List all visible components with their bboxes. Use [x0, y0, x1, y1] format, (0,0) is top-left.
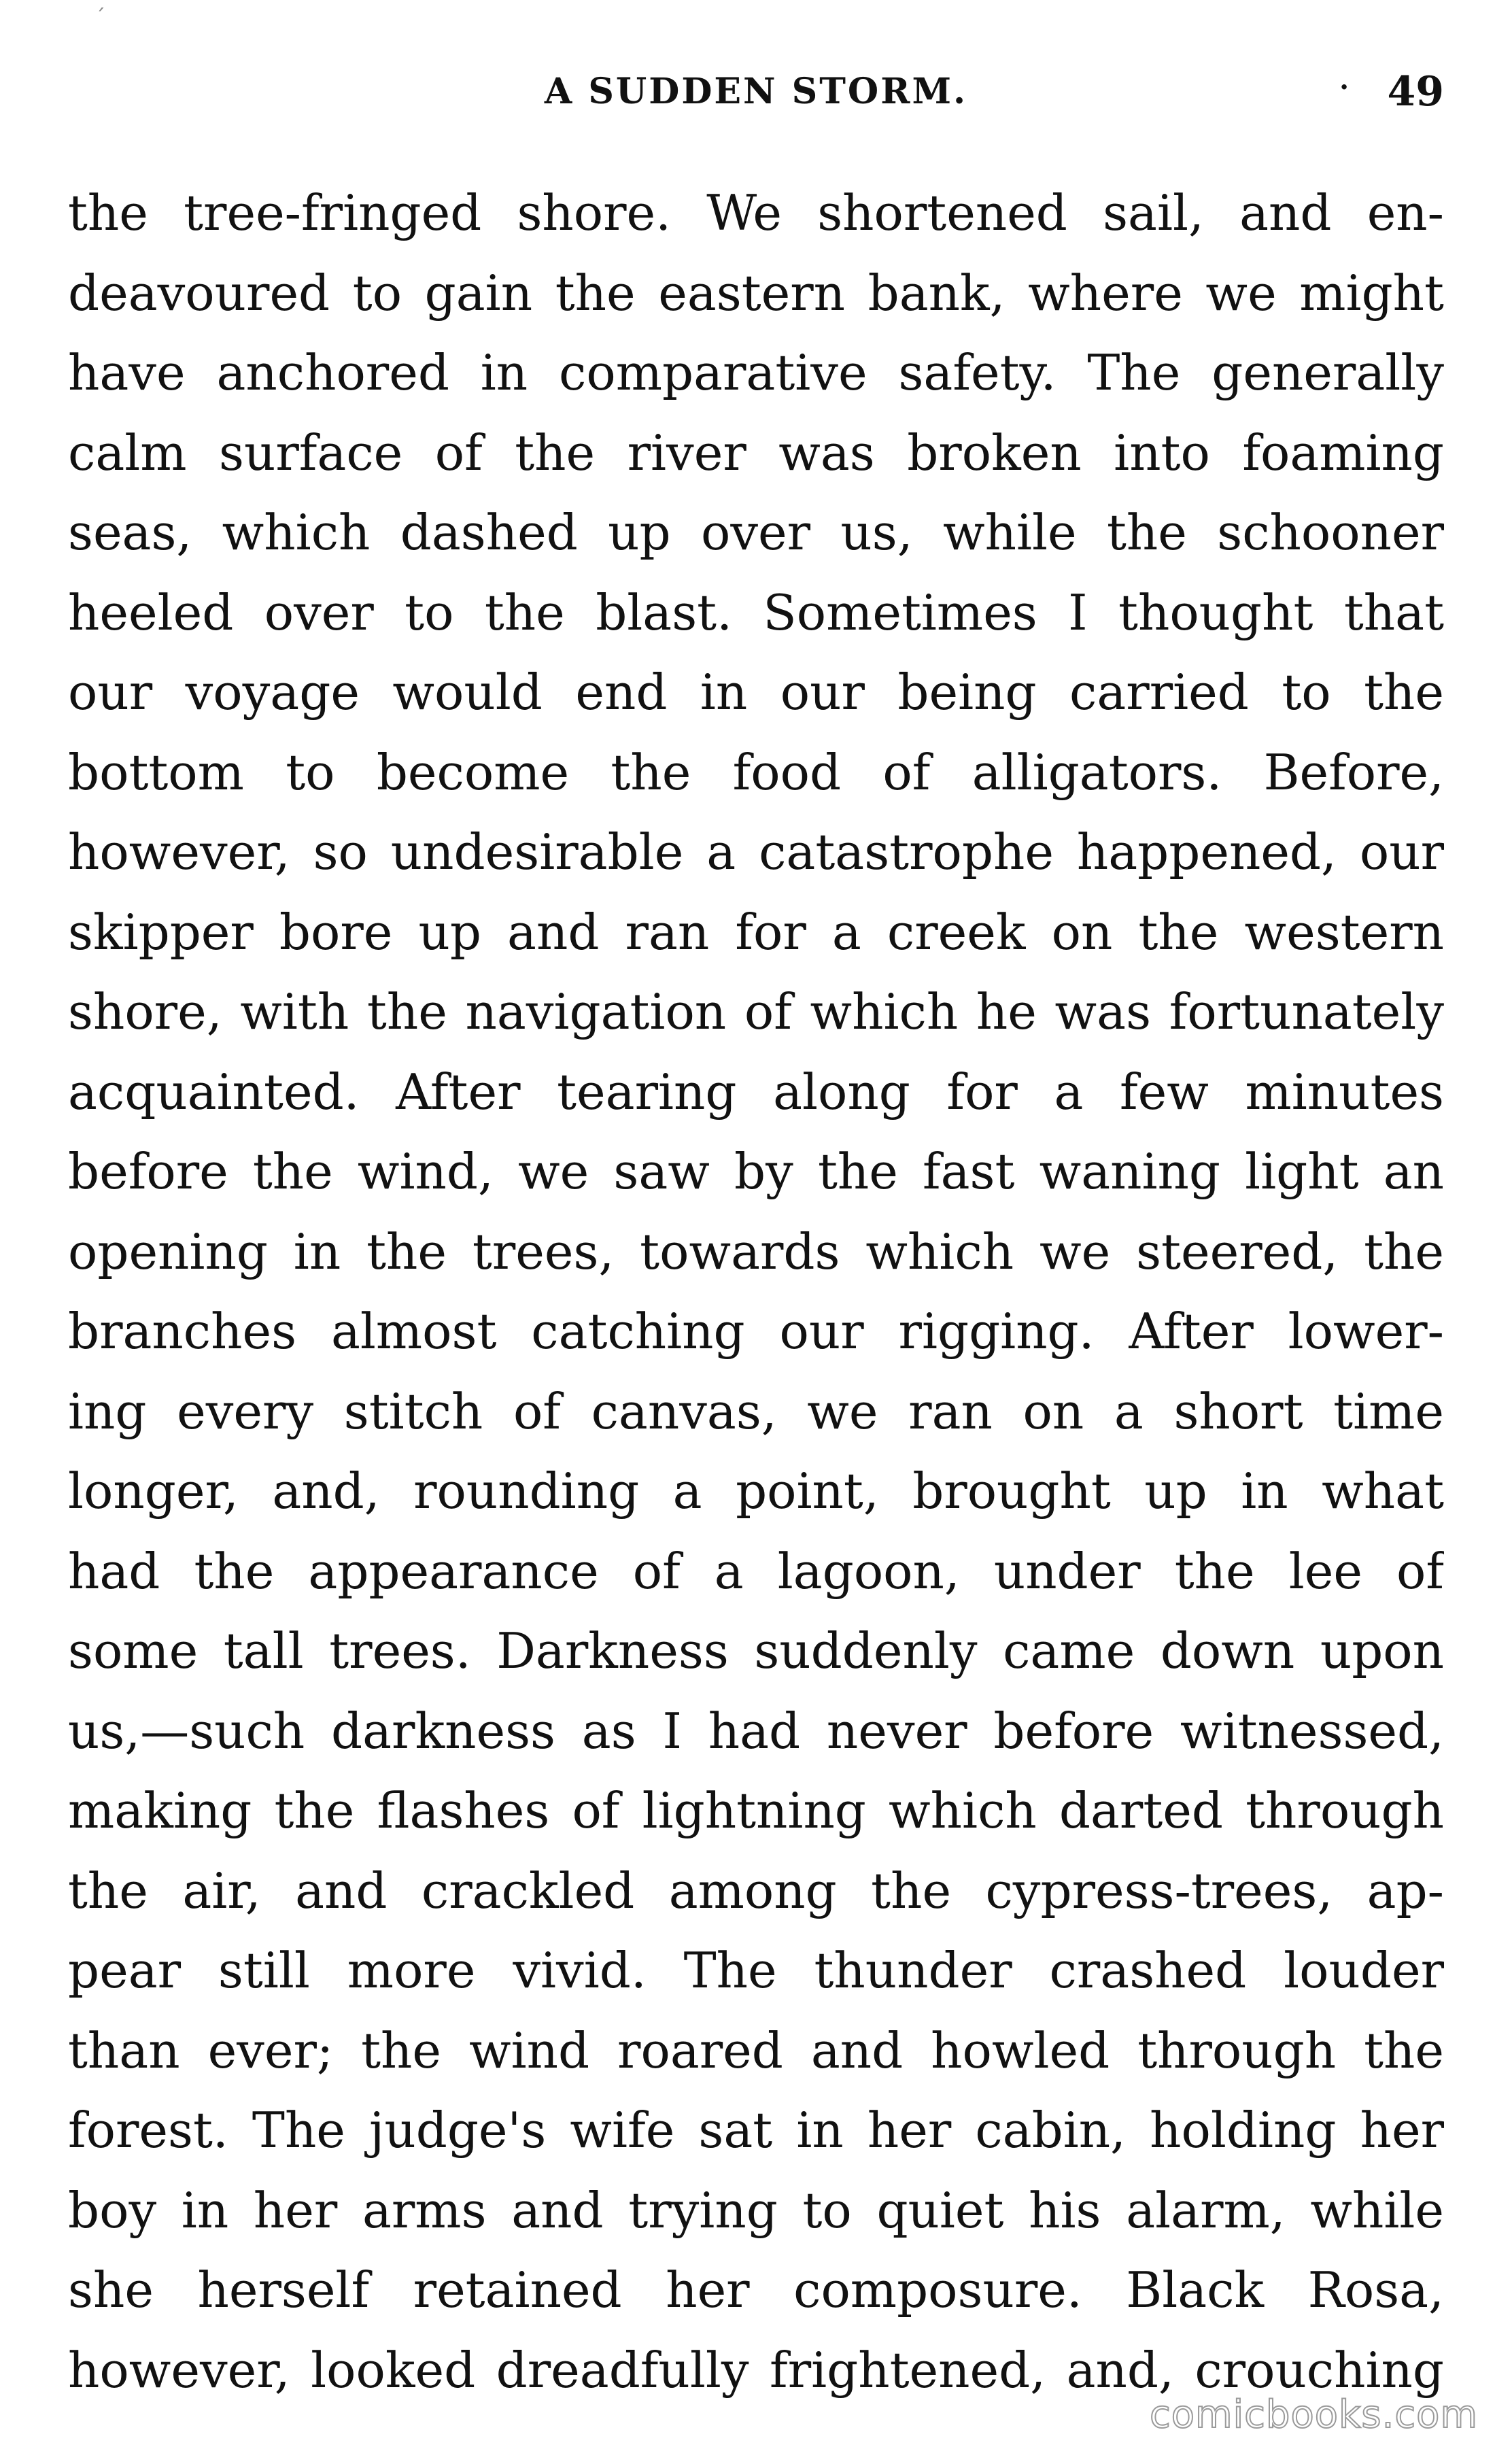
text-line: us,—such darkness as I had never before witnessed, — [68, 1702, 1444, 1760]
text-line: than ever; the wind roared and howled through the — [68, 2021, 1444, 2079]
text-line: however, so undesirable a catastrophe happened, our — [68, 823, 1444, 880]
text-line: she herself retained her composure. Black Rosa, — [68, 2261, 1444, 2318]
page-number: 49 — [1387, 68, 1444, 116]
text-line: heeled over to the blast. Sometimes I thought that — [68, 583, 1444, 641]
text-line: skipper bore up and ran for a creek on the western — [68, 903, 1444, 961]
header-dot: · — [1339, 71, 1349, 103]
text-line: the air, and crackled among the cypress-trees, ap- — [68, 1862, 1444, 1919]
text-line: before the wind, we saw by the fast waning light an — [68, 1143, 1444, 1200]
text-line: ing every stitch of canvas, we ran on a short time — [68, 1382, 1444, 1440]
text-line: longer, and, rounding a point, brought up in what — [68, 1462, 1444, 1520]
text-line: boy in her arms and trying to quiet his alarm, while — [68, 2181, 1444, 2239]
text-line: had the appearance of a lagoon, under the lee of — [68, 1542, 1444, 1600]
text-line: acquainted. After tearing along for a few minutes — [68, 1063, 1444, 1120]
text-line: seas, which dashed up over us, while the schooner — [68, 504, 1444, 561]
text-line: however, looked dreadfully frightened, and, crouching — [68, 2341, 1444, 2399]
body-text — [68, 173, 1444, 2410]
text-line: have anchored in comparative safety. The generally — [68, 344, 1444, 401]
text-line: our voyage would end in our being carried to the — [68, 664, 1444, 721]
text-line: forest. The judge's wife sat in her cabin, holding her — [68, 2102, 1444, 2159]
text-line: making the flashes of lightning which darted through — [68, 1782, 1444, 1839]
text-line: deavoured to gain the eastern bank, where we might — [68, 264, 1444, 322]
text-line: calm surface of the river was broken into foaming — [68, 424, 1444, 481]
running-title: A SUDDEN STORM. — [544, 71, 968, 112]
text-line: branches almost catching our rigging. After lower- — [68, 1303, 1444, 1360]
text-line: pear still more vivid. The thunder crashed louder — [68, 1942, 1444, 1999]
page-header — [0, 65, 1512, 119]
print-speck: ˊ — [95, 5, 105, 29]
text-line: opening in the trees, towards which we steered, the — [68, 1222, 1444, 1280]
watermark: comicbooks.com — [1149, 2393, 1478, 2437]
text-line: some tall trees. Darkness suddenly came down upon — [68, 1622, 1444, 1679]
text-line: bottom to become the food of alligators. Before, — [68, 743, 1444, 801]
text-line: shore, with the navigation of which he was fortunately — [68, 983, 1444, 1040]
text-line: the tree-fringed shore. We shortened sail, and en- — [68, 184, 1444, 241]
